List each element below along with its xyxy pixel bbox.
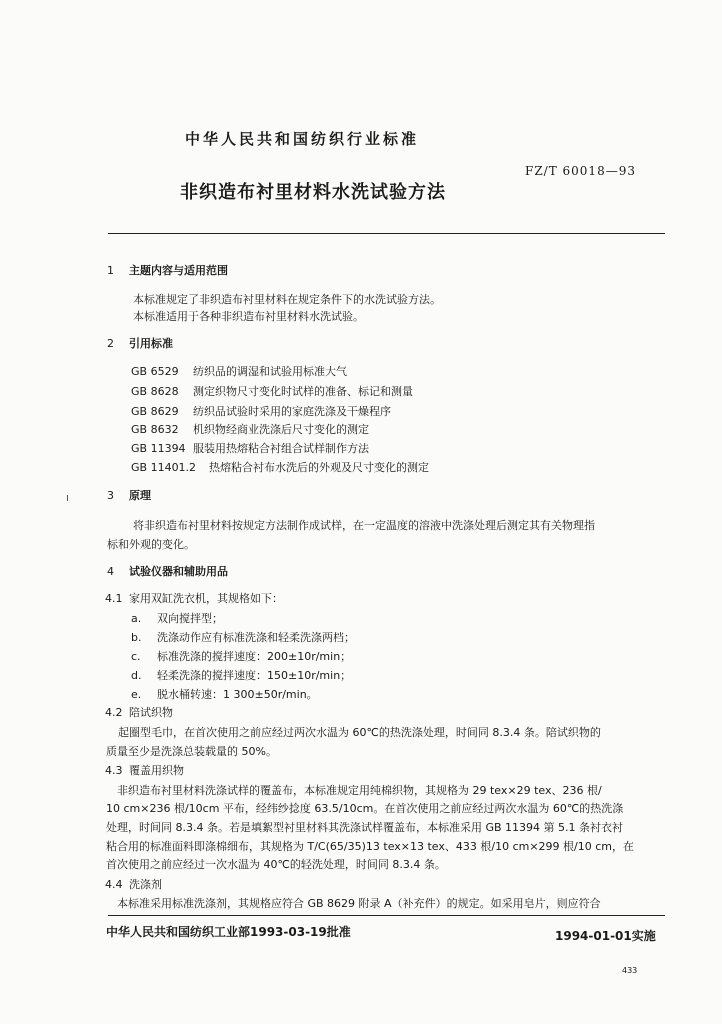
margin-mark [67,495,68,501]
effective-date: 1994-01-01实施 [555,929,656,943]
clause-4-4-heading: 4.4 洗涤剂 [105,878,162,891]
approval-line: 中华人民共和国纺织工业部1993-03-19批准 [106,925,351,939]
section-2-heading: 2 引用标准 [107,337,173,350]
clause-4-4-line-1: 本标准采用标准洗涤剂，其规格应符合 GB 8629 附录 A（补充件）的规定。如采用皂片，则应符合 [117,897,601,910]
reference-item: GB 6529 纺织品的调湿和试验用标准大气 [131,365,347,378]
section-4-heading: 4 试验仪器和辅助用品 [107,565,228,578]
reference-item: GB 11401.2 热熔粘合衬布水洗后的外观及尺寸变化的测定 [131,461,429,474]
clause-4-3-heading: 4.3 覆盖用织物 [105,764,184,777]
top-divider [108,233,665,234]
clause-4-2-line-2: 质量至少是洗涤总装载量的 50%。 [106,745,277,758]
standard-number: FZ/T 60018—93 [525,164,636,178]
reference-item: GB 8632 机织物经商业洗涤后尺寸变化的测定 [131,423,369,436]
clause-4-1: 4.1 家用双缸洗衣机，其规格如下： [105,592,283,605]
clause-4-2-heading: 4.2 陪试织物 [105,706,173,719]
document-title: 非织造布衬里材料水洗试验方法 [180,182,446,203]
list-item: c. 标准洗涤的搅拌速度：200±10r/min； [131,650,352,663]
industry-standard-title: 中华人民共和国纺织行业标准 [185,130,420,148]
bottom-divider [108,915,665,916]
section-3-line-2: 标和外观的变化。 [107,538,195,551]
section-1-paragraph-2: 本标准适用于各种非织造布衬里材料水洗试验。 [133,310,364,323]
list-item: a. 双向搅拌型； [131,612,223,625]
clause-4-2-line-1: 起圈型毛巾，在首次使用之前应经过两次水温为 60℃的热洗涤处理，时间同 8.3.4 条。陪试织物的 [118,726,601,739]
list-item: b. 洗涤动作应有标准洗涤和轻柔洗涤两档； [131,631,355,644]
reference-item: GB 11394 服装用热熔粘合衬组合试样制作方法 [131,442,369,455]
page-number: 433 [622,966,638,975]
clause-4-3-line-1: 非织造布衬里材料洗涤试样的覆盖布，本标准规定用纯棉织物，其规格为 29 tex×29 tex、236 根/ [117,784,602,797]
section-3-heading: 3 原理 [107,489,151,502]
section-3-line-1: 将非织造布衬里材料按规定方法制作成试样，在一定温度的溶液中洗涤处理后测定其有关物理指 [133,519,595,532]
section-1-heading: 1 主题内容与适用范围 [107,264,228,277]
list-item: e. 脱水桶转速：1 300±50r/min。 [131,688,318,701]
reference-item: GB 8628 测定织物尺寸变化时试样的准备、标记和测量 [131,385,413,398]
clause-4-3-line-2: 10 cm×236 根/10cm 平布，经纬纱捻度 63.5/10cm。在首次使用之前应经过两次水温为 60℃的热洗涤 [106,802,624,815]
section-1-paragraph-1: 本标准规定了非织造布衬里材料在规定条件下的水洗试验方法。 [133,293,441,306]
list-item: d. 轻柔洗涤的搅拌速度：150±10r/min； [131,669,352,682]
clause-4-3-line-4: 粘合用的标准面料即涤棉细布，其规格为 T/C(65/35)13 tex×13 tex、433 根/10 cm×299 根/10 cm，在 [106,840,635,853]
clause-4-3-line-3: 处理，时间同 8.3.4 条。若是填絮型衬里材料其洗涤试样覆盖布，本标准采用 GB 11394 第 5.1 条衬衣衬 [106,821,624,834]
clause-4-3-line-5: 首次使用之前应经过一次水温为 40℃的轻洗处理，时间同 8.3.4 条。 [106,858,446,871]
reference-item: GB 8629 纺织品试验时采用的家庭洗涤及干燥程序 [131,405,391,418]
